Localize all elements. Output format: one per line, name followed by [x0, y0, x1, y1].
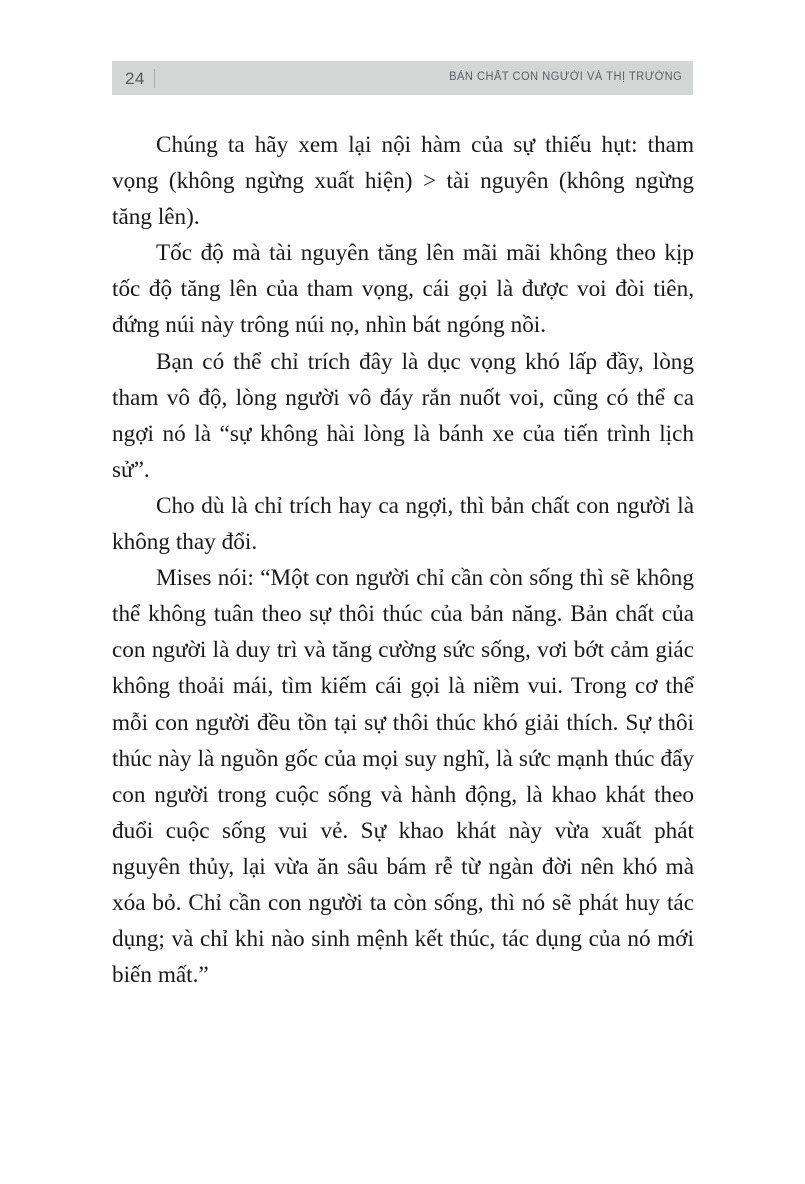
page-number: 24	[125, 68, 145, 88]
running-head	[112, 61, 693, 95]
paragraph: Chúng ta hãy xem lại nội hàm của sự thiếu hụt: tham vọng (không ngừng xuất hiện) > tài nguyên (không ngừng tăng lên).	[112, 132, 694, 231]
folio-group	[125, 69, 155, 88]
paragraph: Mises nói: “Một con người chỉ cần còn sống thì sẽ không thể không tuân theo sự thôi thúc của bản năng. Bản chất của con người là duy trì và tăng cường sức sống, vơi bớt cảm giác không thoải mái, tìm kiếm cái gọi là niềm vui. Trong cơ thể mỗi con người đều tồn tại sự thôi thúc khó giải thích. Sự thôi thúc này là nguồn gốc của mọi suy nghĩ, là sức mạnh thúc đẩy con người trong cuộc sống và hành động, là khao khát theo đuổi cuộc sống vui vẻ. Sự khao khát này vừa xuất phát nguyên thủy, lại vừa ăn sâu bám rễ từ ngàn đời nên khó mà xóa bỏ. Chỉ cần con người ta còn sống, thì nó sẽ phát huy tác dụng; và chỉ khi nào sinh mệnh kết thúc, tác dụng của nó mới biến mất.”	[112, 565, 694, 989]
paragraph: Tốc độ mà tài nguyên tăng lên mãi mãi không theo kịp tốc độ tăng lên của tham vọng, cái gọi là được voi đòi tiên, đứng núi này trông núi nọ, nhìn bát ngóng nồi.	[112, 240, 694, 339]
paragraph: Bạn có thể chỉ trích đây là dục vọng khó lấp đầy, lòng tham vô độ, lòng người vô đáy rắn nuốt voi, cũng có thể ca ngợi nó là “sự không hài lòng là bánh xe của tiến trình lịch sử”.	[112, 348, 694, 483]
folio-divider-icon	[154, 69, 155, 88]
body-text-block	[112, 127, 694, 993]
paragraph: Cho dù là chỉ trích hay ca ngợi, thì bản chất con người là không thay đổi.	[112, 492, 694, 556]
running-head-title: BẢN CHẤT CON NGƯỜI VÀ THỊ TRƯỜNG	[448, 71, 682, 84]
